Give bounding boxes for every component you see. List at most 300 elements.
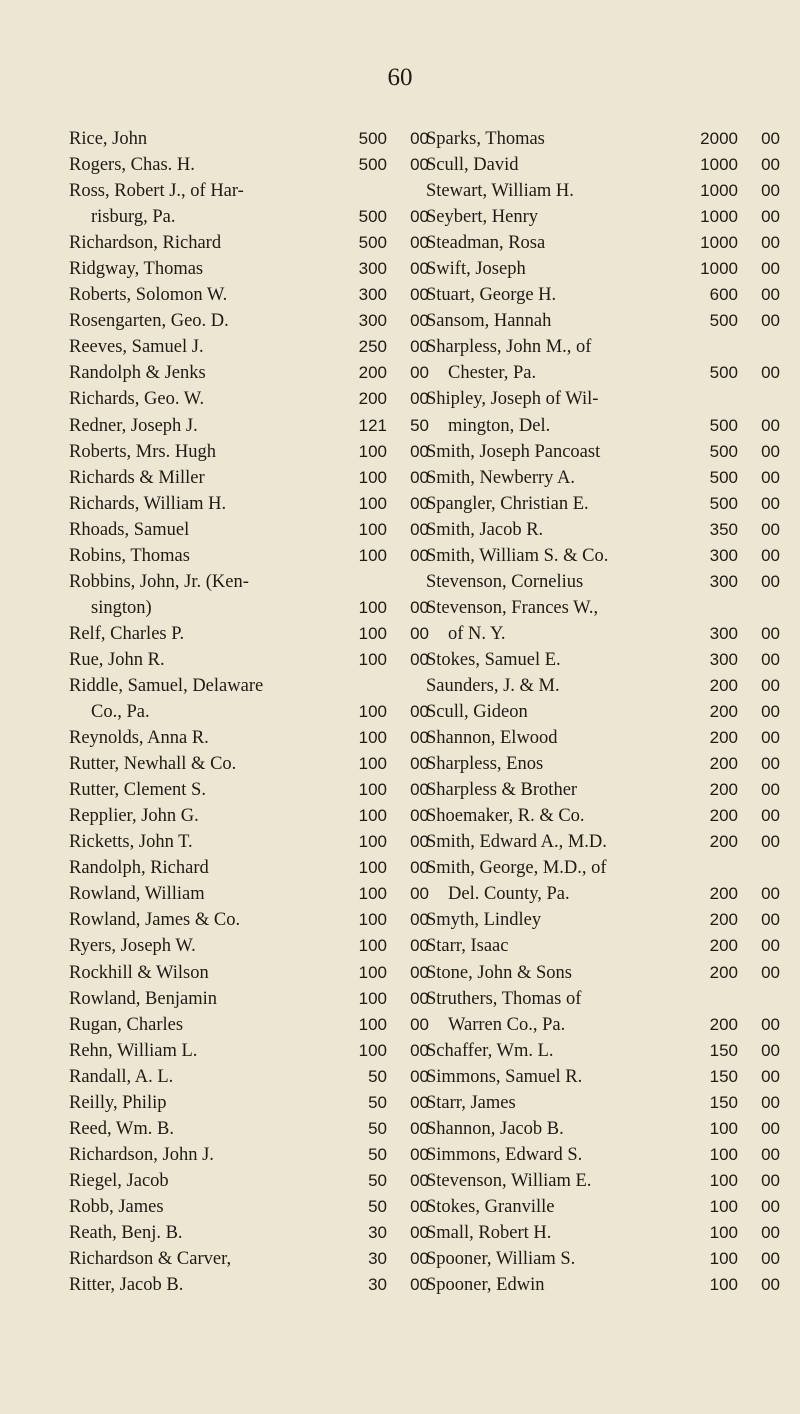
amount-dollars: 1000 bbox=[700, 259, 738, 279]
subscriber-name: Small, Robert H. bbox=[426, 1222, 552, 1243]
amount-cents: 00 bbox=[410, 780, 429, 800]
amount-dollars: 100 bbox=[358, 493, 387, 513]
list-item bbox=[426, 647, 780, 673]
list-item bbox=[426, 673, 780, 699]
amount-dollars: 1000 bbox=[700, 181, 738, 201]
amount-cents: 00 bbox=[761, 1222, 780, 1242]
amount-dollars: 200 bbox=[358, 363, 387, 383]
amount-cents: 00 bbox=[761, 285, 780, 305]
amount-dollars: 500 bbox=[709, 493, 738, 513]
amount-cents: 00 bbox=[761, 181, 780, 201]
subscriber-name: Stokes, Samuel E. bbox=[426, 649, 561, 670]
amount-dollars: 500 bbox=[709, 441, 738, 461]
list-item bbox=[69, 178, 429, 204]
subscriber-name: Reilly, Philip bbox=[69, 1092, 167, 1113]
amount-dollars: 500 bbox=[709, 415, 738, 435]
amount-dollars: 500 bbox=[358, 129, 387, 148]
subscriber-name: Ridgway, Thomas bbox=[69, 259, 204, 280]
list-item bbox=[69, 855, 429, 881]
amount-cents: 00 bbox=[410, 259, 429, 279]
subscriber-name: Spooner, Edwin bbox=[426, 1275, 545, 1296]
amount-dollars: 100 bbox=[358, 806, 387, 826]
list-item bbox=[69, 777, 429, 803]
list-item bbox=[426, 543, 780, 569]
subscriber-name: Richardson, Richard bbox=[69, 233, 222, 254]
amount-cents: 00 bbox=[761, 233, 780, 253]
amount-cents: 00 bbox=[761, 832, 780, 852]
amount-cents: 00 bbox=[761, 1144, 780, 1164]
amount-dollars: 300 bbox=[358, 285, 387, 305]
list-item bbox=[426, 1142, 780, 1168]
subscriber-name: Redner, Joseph J. bbox=[69, 415, 198, 436]
amount-dollars: 300 bbox=[709, 649, 738, 669]
list-item bbox=[69, 829, 429, 855]
list-item bbox=[69, 1064, 429, 1090]
amount-dollars: 150 bbox=[709, 1040, 738, 1060]
list-item bbox=[426, 178, 780, 204]
amount-dollars: 100 bbox=[709, 1144, 738, 1164]
subscriber-name: Struthers, Thomas of bbox=[426, 988, 582, 1009]
list-item bbox=[426, 517, 780, 543]
list-item bbox=[69, 960, 429, 986]
subscriber-name: Robins, Thomas bbox=[69, 545, 190, 566]
amount-dollars: 100 bbox=[358, 597, 387, 617]
list-item bbox=[69, 1142, 429, 1168]
amount-dollars: 250 bbox=[358, 337, 387, 357]
subscriber-name: Stone, John & Sons bbox=[426, 962, 572, 983]
amount-dollars: 100 bbox=[709, 1196, 738, 1216]
list-item bbox=[426, 569, 780, 595]
subscriber-name: Reeves, Samuel J. bbox=[69, 337, 204, 358]
subscriber-name: Starr, James bbox=[426, 1092, 516, 1113]
list-item bbox=[69, 881, 429, 907]
list-item bbox=[426, 986, 780, 1012]
amount-dollars: 300 bbox=[709, 571, 738, 591]
amount-dollars: 500 bbox=[358, 233, 387, 253]
amount-cents: 00 bbox=[410, 545, 429, 565]
subscriber-name: Rowland, James & Co. bbox=[69, 910, 241, 931]
list-item bbox=[69, 699, 429, 725]
list-item bbox=[69, 907, 429, 933]
list-item bbox=[426, 308, 780, 334]
list-item bbox=[69, 1194, 429, 1220]
amount-cents: 00 bbox=[410, 129, 429, 148]
amount-dollars: 150 bbox=[709, 1092, 738, 1112]
amount-dollars: 500 bbox=[358, 207, 387, 227]
amount-cents: 00 bbox=[410, 467, 429, 487]
amount-cents: 00 bbox=[410, 1144, 429, 1164]
amount-cents: 00 bbox=[761, 1014, 780, 1034]
amount-cents: 00 bbox=[410, 1249, 429, 1269]
amount-cents: 00 bbox=[410, 936, 429, 956]
list-item bbox=[426, 1038, 780, 1064]
amount-cents: 00 bbox=[761, 910, 780, 930]
list-item bbox=[426, 1272, 780, 1298]
amount-cents: 00 bbox=[410, 754, 429, 774]
subscriber-name: Reed, Wm. B. bbox=[69, 1118, 174, 1139]
list-item bbox=[69, 256, 429, 282]
subscriber-name: Roberts, Mrs. Hugh bbox=[69, 441, 216, 462]
list-item bbox=[69, 282, 429, 308]
amount-dollars: 300 bbox=[709, 545, 738, 565]
amount-cents: 00 bbox=[410, 1196, 429, 1216]
amount-cents: 00 bbox=[410, 337, 429, 357]
subscriber-name: Rosengarten, Geo. D. bbox=[69, 311, 229, 332]
amount-cents: 00 bbox=[410, 155, 429, 175]
subscriber-name: Shannon, Jacob B. bbox=[426, 1118, 564, 1139]
amount-dollars: 150 bbox=[709, 1066, 738, 1086]
list-item bbox=[69, 803, 429, 829]
amount-cents: 00 bbox=[761, 467, 780, 487]
amount-cents: 00 bbox=[761, 519, 780, 539]
subscriber-name: Ritter, Jacob B. bbox=[69, 1275, 184, 1296]
amount-dollars: 100 bbox=[358, 649, 387, 669]
list-item bbox=[69, 360, 429, 386]
amount-cents: 00 bbox=[761, 702, 780, 722]
list-item bbox=[69, 673, 429, 699]
right-column-list bbox=[426, 126, 780, 1298]
list-item bbox=[69, 230, 429, 256]
subscriber-name: Sharpless & Brother bbox=[426, 780, 578, 801]
list-item bbox=[69, 1012, 429, 1038]
amount-cents: 00 bbox=[410, 884, 429, 904]
amount-dollars: 50 bbox=[368, 1118, 387, 1138]
subscriber-name: Riegel, Jacob bbox=[69, 1170, 169, 1191]
list-item bbox=[69, 465, 429, 491]
subscriber-name: Spangler, Christian E. bbox=[426, 493, 589, 514]
list-item bbox=[426, 621, 780, 647]
list-item bbox=[426, 725, 780, 751]
amount-cents: 00 bbox=[761, 493, 780, 513]
list-item bbox=[69, 933, 429, 959]
amount-cents: 00 bbox=[761, 1118, 780, 1138]
amount-cents: 00 bbox=[761, 780, 780, 800]
list-item bbox=[69, 569, 429, 595]
subscriber-name: Simmons, Samuel R. bbox=[426, 1066, 583, 1087]
list-item bbox=[426, 1220, 780, 1246]
amount-cents: 00 bbox=[761, 623, 780, 643]
subscriber-name: Randall, A. L. bbox=[69, 1066, 174, 1087]
amount-dollars: 100 bbox=[358, 1040, 387, 1060]
amount-cents: 00 bbox=[410, 389, 429, 409]
list-item bbox=[426, 386, 780, 412]
subscriber-name: Simmons, Edward S. bbox=[426, 1144, 583, 1165]
list-item bbox=[69, 1090, 429, 1116]
amount-cents: 00 bbox=[410, 832, 429, 852]
amount-dollars: 200 bbox=[709, 806, 738, 826]
list-item bbox=[426, 230, 780, 256]
amount-cents: 00 bbox=[761, 675, 780, 695]
amount-cents: 00 bbox=[761, 1196, 780, 1216]
amount-dollars: 100 bbox=[358, 988, 387, 1008]
amount-dollars: 100 bbox=[358, 441, 387, 461]
amount-dollars: 600 bbox=[709, 285, 738, 305]
list-item bbox=[426, 334, 780, 360]
list-item bbox=[69, 491, 429, 517]
amount-dollars: 100 bbox=[358, 858, 387, 878]
subscriber-name: Sharpless, Enos bbox=[426, 754, 544, 775]
list-item bbox=[426, 829, 780, 855]
amount-cents: 50 bbox=[410, 415, 429, 435]
list-item bbox=[426, 933, 780, 959]
amount-cents: 00 bbox=[761, 1092, 780, 1112]
amount-cents: 00 bbox=[410, 1066, 429, 1086]
page-number: 60 bbox=[387, 64, 413, 91]
amount-cents: 00 bbox=[410, 1040, 429, 1060]
amount-cents: 00 bbox=[761, 155, 780, 175]
subscriber-name: Reynolds, Anna R. bbox=[69, 728, 209, 749]
subscriber-name: Sparks, Thomas bbox=[426, 129, 545, 149]
amount-cents: 00 bbox=[761, 207, 780, 227]
list-item bbox=[69, 986, 429, 1012]
list-item bbox=[69, 204, 429, 230]
amount-dollars: 200 bbox=[709, 754, 738, 774]
amount-cents: 00 bbox=[761, 1066, 780, 1086]
amount-dollars: 100 bbox=[358, 467, 387, 487]
subscriber-name: Rowland, William bbox=[69, 884, 205, 905]
amount-cents: 00 bbox=[761, 1249, 780, 1269]
subscriber-name: Warren Co., Pa. bbox=[448, 1014, 566, 1035]
amount-cents: 00 bbox=[410, 285, 429, 305]
list-item bbox=[426, 699, 780, 725]
subscriber-name: Ross, Robert J., of Har- bbox=[69, 181, 244, 202]
subscriber-name: Roberts, Solomon W. bbox=[69, 285, 228, 306]
subscriber-name: Richards, Geo. W. bbox=[69, 389, 205, 410]
amount-cents: 00 bbox=[410, 702, 429, 722]
list-item bbox=[69, 152, 429, 178]
list-item bbox=[69, 308, 429, 334]
amount-dollars: 100 bbox=[358, 623, 387, 643]
amount-dollars: 50 bbox=[368, 1092, 387, 1112]
subscriber-name: Riddle, Samuel, Delaware bbox=[69, 675, 264, 696]
subscriber-name: Smith, Jacob R. bbox=[426, 519, 544, 540]
subscriber-name: Ryers, Joseph W. bbox=[69, 936, 196, 957]
subscriber-name: Stevenson, William E. bbox=[426, 1170, 592, 1191]
list-item bbox=[426, 413, 780, 439]
list-item bbox=[69, 1116, 429, 1142]
amount-dollars: 200 bbox=[709, 702, 738, 722]
amount-dollars: 100 bbox=[358, 545, 387, 565]
subscriber-name: Robbins, John, Jr. (Ken- bbox=[69, 571, 249, 592]
subscriber-name: Richards & Miller bbox=[69, 467, 205, 488]
subscriber-name: Rutter, Clement S. bbox=[69, 780, 206, 801]
amount-cents: 00 bbox=[761, 754, 780, 774]
subscriber-name: Rutter, Newhall & Co. bbox=[69, 754, 237, 775]
amount-cents: 00 bbox=[410, 233, 429, 253]
amount-dollars: 200 bbox=[709, 728, 738, 748]
amount-cents: 00 bbox=[410, 1014, 429, 1034]
subscriber-name: Richardson & Carver, bbox=[69, 1249, 232, 1270]
amount-dollars: 200 bbox=[709, 1014, 738, 1034]
list-item bbox=[426, 881, 780, 907]
amount-cents: 00 bbox=[761, 129, 780, 148]
left-column-list bbox=[69, 126, 429, 1298]
subscriber-name: Richards, William H. bbox=[69, 493, 227, 514]
subscriber-name: Starr, Isaac bbox=[426, 936, 509, 957]
amount-dollars: 30 bbox=[368, 1222, 387, 1242]
subscriber-name: Rice, John bbox=[69, 129, 148, 149]
list-item bbox=[426, 1168, 780, 1194]
amount-cents: 00 bbox=[410, 1170, 429, 1190]
subscriber-name: Spooner, William S. bbox=[426, 1249, 576, 1270]
subscriber-name: Randolph, Richard bbox=[69, 858, 209, 879]
amount-cents: 00 bbox=[761, 363, 780, 383]
subscriber-name: Del. County, Pa. bbox=[448, 884, 570, 905]
subscriber-name: Chester, Pa. bbox=[448, 363, 537, 384]
amount-dollars: 200 bbox=[709, 884, 738, 904]
list-item bbox=[69, 751, 429, 777]
amount-dollars: 100 bbox=[709, 1118, 738, 1138]
list-item bbox=[426, 126, 780, 152]
amount-dollars: 100 bbox=[358, 754, 387, 774]
amount-dollars: 200 bbox=[358, 389, 387, 409]
amount-dollars: 100 bbox=[709, 1275, 738, 1295]
list-item bbox=[426, 204, 780, 230]
amount-dollars: 100 bbox=[358, 1014, 387, 1034]
list-item bbox=[426, 1194, 780, 1220]
subscriber-name: Stewart, William H. bbox=[426, 181, 574, 202]
amount-cents: 00 bbox=[761, 962, 780, 982]
list-item bbox=[426, 777, 780, 803]
list-item bbox=[69, 439, 429, 465]
list-item bbox=[69, 1272, 429, 1298]
amount-dollars: 500 bbox=[358, 155, 387, 175]
list-item bbox=[69, 595, 429, 621]
amount-cents: 00 bbox=[761, 259, 780, 279]
amount-dollars: 1000 bbox=[700, 155, 738, 175]
list-item bbox=[69, 517, 429, 543]
amount-cents: 00 bbox=[761, 806, 780, 826]
list-item bbox=[69, 126, 429, 152]
subscriber-name: Relf, Charles P. bbox=[69, 623, 185, 644]
list-item bbox=[426, 1090, 780, 1116]
amount-cents: 00 bbox=[410, 962, 429, 982]
amount-cents: 00 bbox=[761, 545, 780, 565]
list-item bbox=[69, 413, 429, 439]
amount-dollars: 100 bbox=[358, 962, 387, 982]
amount-dollars: 1000 bbox=[700, 207, 738, 227]
list-item bbox=[426, 960, 780, 986]
subscriber-name: sington) bbox=[91, 597, 152, 618]
amount-dollars: 300 bbox=[358, 259, 387, 279]
amount-dollars: 500 bbox=[709, 467, 738, 487]
amount-cents: 00 bbox=[761, 1040, 780, 1060]
list-item bbox=[426, 1012, 780, 1038]
amount-cents: 00 bbox=[410, 623, 429, 643]
subscriber-name: Saunders, J. & M. bbox=[426, 675, 560, 696]
amount-cents: 00 bbox=[761, 1170, 780, 1190]
amount-cents: 00 bbox=[410, 1092, 429, 1112]
list-item bbox=[69, 647, 429, 673]
amount-dollars: 200 bbox=[709, 675, 738, 695]
amount-dollars: 30 bbox=[368, 1249, 387, 1269]
amount-cents: 00 bbox=[410, 858, 429, 878]
list-item bbox=[426, 1064, 780, 1090]
amount-dollars: 500 bbox=[709, 311, 738, 331]
subscriber-name: Smith, William S. & Co. bbox=[426, 545, 609, 566]
list-item bbox=[69, 386, 429, 412]
subscriber-name: Scull, David bbox=[426, 155, 519, 176]
subscriber-name: Smyth, Lindley bbox=[426, 910, 542, 931]
subscriber-name: Swift, Joseph bbox=[426, 259, 526, 280]
amount-dollars: 350 bbox=[709, 519, 738, 539]
subscriber-name: Rogers, Chas. H. bbox=[69, 155, 195, 176]
list-item bbox=[426, 282, 780, 308]
subscriber-name: Stevenson, Cornelius bbox=[426, 571, 584, 592]
subscriber-name: risburg, Pa. bbox=[91, 207, 176, 228]
amount-cents: 00 bbox=[761, 884, 780, 904]
list-item bbox=[69, 725, 429, 751]
subscriber-name: Shoemaker, R. & Co. bbox=[426, 806, 585, 827]
amount-cents: 00 bbox=[761, 571, 780, 591]
amount-dollars: 100 bbox=[709, 1249, 738, 1269]
amount-dollars: 2000 bbox=[700, 129, 738, 148]
amount-cents: 00 bbox=[410, 1275, 429, 1295]
list-item bbox=[426, 907, 780, 933]
amount-dollars: 100 bbox=[358, 910, 387, 930]
amount-dollars: 100 bbox=[709, 1170, 738, 1190]
amount-dollars: 100 bbox=[358, 832, 387, 852]
subscriber-name: Rugan, Charles bbox=[69, 1014, 184, 1035]
list-item bbox=[426, 1116, 780, 1142]
subscriber-name: Ricketts, John T. bbox=[69, 832, 193, 853]
subscriber-name: Repplier, John G. bbox=[69, 806, 199, 827]
amount-dollars: 100 bbox=[358, 728, 387, 748]
subscriber-name: Seybert, Henry bbox=[426, 207, 538, 228]
amount-dollars: 300 bbox=[358, 311, 387, 331]
amount-dollars: 100 bbox=[358, 702, 387, 722]
subscriber-name: Shannon, Elwood bbox=[426, 728, 558, 749]
list-item bbox=[426, 465, 780, 491]
amount-dollars: 121 bbox=[358, 415, 387, 435]
amount-dollars: 200 bbox=[709, 936, 738, 956]
amount-cents: 00 bbox=[410, 988, 429, 1008]
amount-dollars: 30 bbox=[368, 1275, 387, 1295]
list-item bbox=[426, 491, 780, 517]
amount-dollars: 200 bbox=[709, 910, 738, 930]
amount-cents: 00 bbox=[410, 441, 429, 461]
amount-cents: 00 bbox=[761, 936, 780, 956]
subscriber-name: Rehn, William L. bbox=[69, 1040, 198, 1061]
amount-cents: 00 bbox=[410, 519, 429, 539]
amount-dollars: 1000 bbox=[700, 233, 738, 253]
amount-cents: 00 bbox=[410, 806, 429, 826]
amount-cents: 00 bbox=[410, 207, 429, 227]
amount-dollars: 100 bbox=[358, 780, 387, 800]
subscriber-name: Rue, John R. bbox=[69, 649, 165, 670]
amount-dollars: 50 bbox=[368, 1170, 387, 1190]
amount-cents: 00 bbox=[761, 649, 780, 669]
list-item bbox=[426, 256, 780, 282]
amount-dollars: 500 bbox=[709, 363, 738, 383]
subscriber-name: Sansom, Hannah bbox=[426, 311, 552, 332]
subscriber-name: Rockhill & Wilson bbox=[69, 962, 209, 983]
list-item bbox=[69, 1220, 429, 1246]
amount-cents: 00 bbox=[410, 597, 429, 617]
amount-cents: 00 bbox=[761, 728, 780, 748]
subscriber-name: Stokes, Granville bbox=[426, 1196, 555, 1217]
amount-cents: 00 bbox=[410, 910, 429, 930]
subscriber-name: Shipley, Joseph of Wil- bbox=[426, 389, 599, 410]
amount-cents: 00 bbox=[410, 311, 429, 331]
subscriber-name: Smith, Newberry A. bbox=[426, 467, 576, 488]
amount-cents: 00 bbox=[410, 1118, 429, 1138]
amount-cents: 00 bbox=[410, 728, 429, 748]
amount-cents: 00 bbox=[410, 649, 429, 669]
amount-dollars: 50 bbox=[368, 1196, 387, 1216]
list-item bbox=[426, 1246, 780, 1272]
subscriber-name: Smith, George, M.D., of bbox=[426, 858, 607, 879]
